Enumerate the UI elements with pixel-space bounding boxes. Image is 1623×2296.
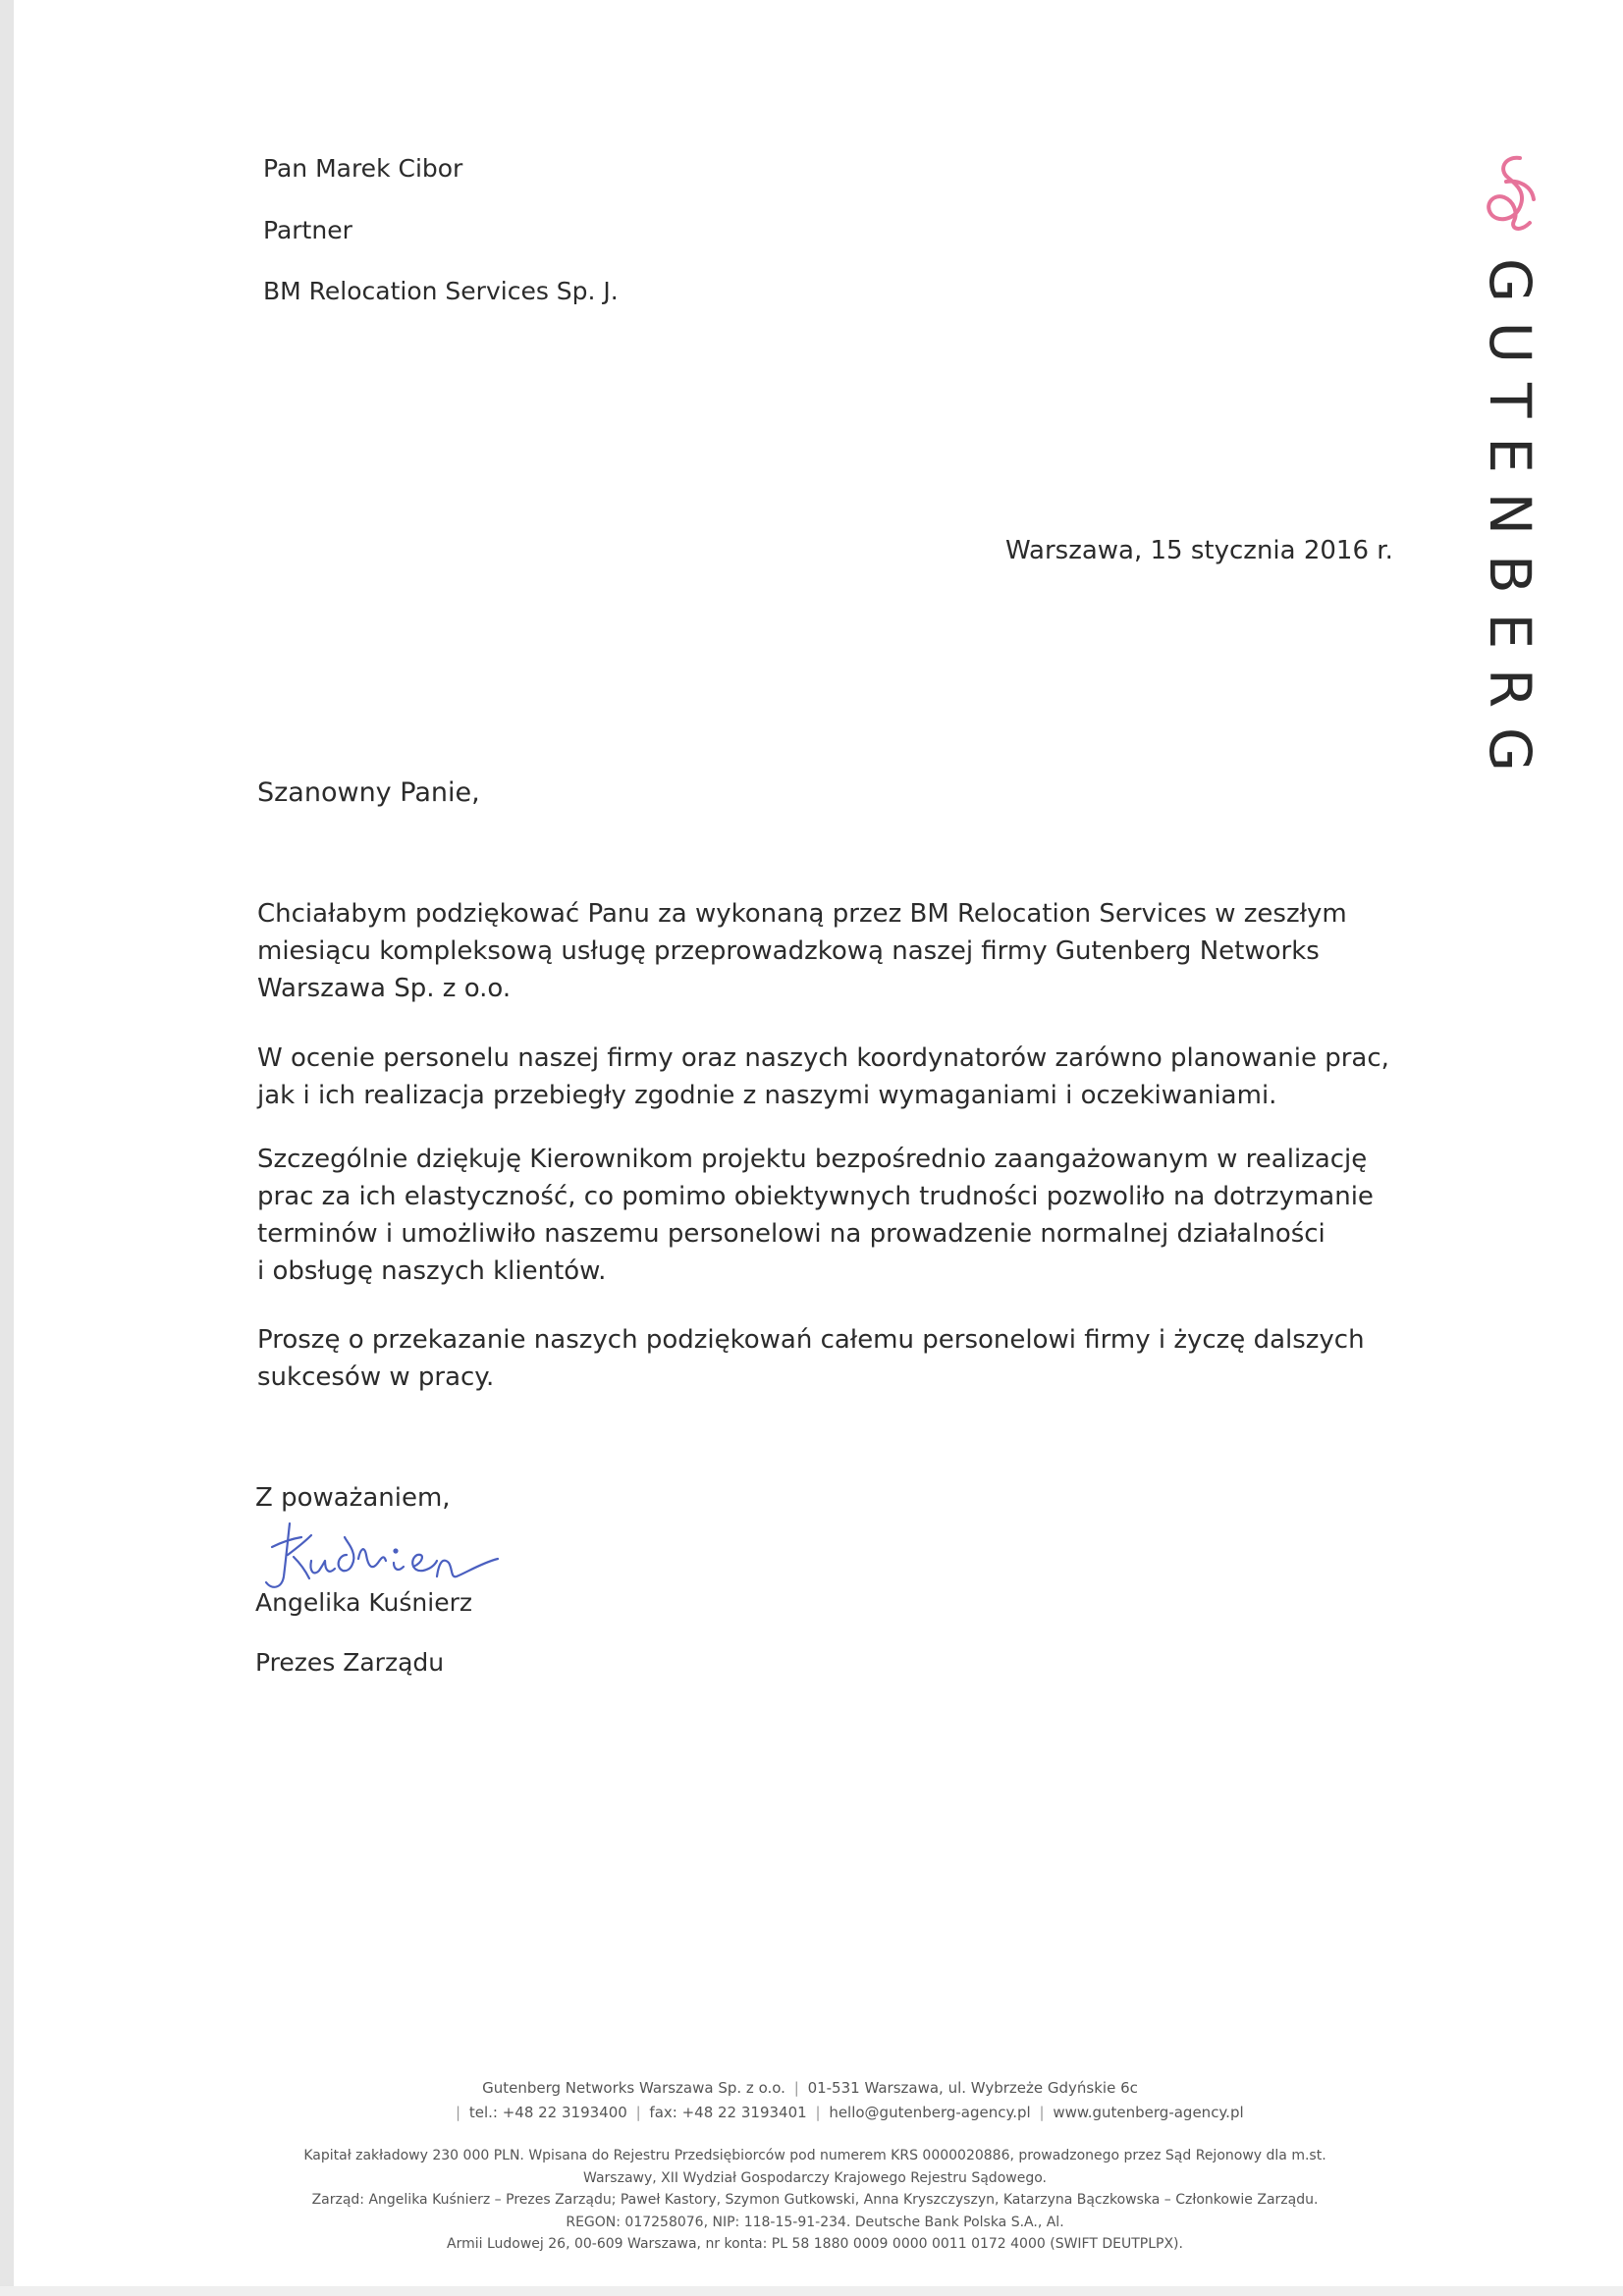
paragraph-line: jak i ich realizacja przebiegły zgodnie z naszymi wymaganiami i oczekiwaniami. [257, 1081, 1277, 1110]
paragraph-4 [257, 1321, 1367, 1396]
paragraph-line: Proszę o przekazanie naszych podziękowań całemu personelowi firmy i życzę dalszych [257, 1325, 1365, 1355]
paragraph-line: Chciałabym podziękować Panu za wykonaną przez BM Relocation Services w zeszłym [257, 899, 1347, 929]
footer-email[interactable]: hello@gutenberg-agency.pl [829, 2104, 1031, 2121]
paragraph-line: W ocenie personelu naszej firmy oraz naszych koordynatorów zarówno planowanie prac, [257, 1043, 1389, 1073]
footer-separator: | [456, 2104, 461, 2121]
footer-separator: | [635, 2104, 641, 2121]
closing: Z poważaniem, [255, 1483, 451, 1513]
ampersand-mark-icon [1475, 152, 1543, 237]
footer-line-2 [452, 2101, 1244, 2125]
paragraph-line: sukcesów w pracy. [257, 1362, 495, 1392]
letter-date: Warszawa, 15 stycznia 2016 r. [1005, 536, 1393, 565]
recipient-company: BM Relocation Services Sp. J. [263, 277, 619, 305]
recipient-position: Partner [263, 216, 352, 244]
footer-legal-line: REGON: 017258076, NIP: 118-15-91-234. Deutsche Bank Polska S.A., Al. [566, 2214, 1064, 2230]
salutation: Szanowny Panie, [257, 777, 480, 808]
paragraph-3 [257, 1141, 1374, 1290]
scan-bottom-edge [0, 2286, 1623, 2296]
logo-wordmark [1475, 258, 1553, 791]
footer-line-1 [452, 2076, 1168, 2101]
scan-left-edge [0, 0, 14, 2296]
footer-legal-line: Zarząd: Angelika Kuśnierz – Prezes Zarządu; Paweł Kastory, Szymon Gutkowski, Anna Kryszczyszyn, Katarzyna Bączkowska – Członkowie Zarządu. [311, 2192, 1319, 2208]
footer-legal-line: Armii Ludowej 26, 00-609 Warszawa, nr konta: PL 58 1880 0009 0000 0011 0172 4000 (SWIFT DEUTPLPX). [447, 2236, 1183, 2252]
footer-contact [452, 2076, 1244, 2125]
handwritten-signature [250, 1512, 545, 1600]
paragraph-line: miesiącu kompleksową usługę przeprowadzkową naszej firmy Gutenberg Networks [257, 936, 1320, 966]
recipient-name: Pan Marek Cibor [263, 154, 463, 183]
footer-separator: | [793, 2079, 799, 2097]
paragraph-line: Warszawa Sp. z o.o. [257, 974, 512, 1003]
logo-wordmark-text: GUTENBERG [1477, 258, 1543, 791]
paragraph-line: i obsługę naszych klientów. [257, 1256, 607, 1286]
footer-legal-line: Kapitał zakładowy 230 000 PLN. Wpisana do Rejestru Przedsiębiorców pod numerem KRS 0000020886, prowadzonego przez Sąd Rejonowy dla m.st. [303, 2148, 1326, 2163]
footer-tel: tel.: +48 22 3193400 [468, 2104, 627, 2121]
footer-legal [285, 2145, 1345, 2256]
paragraph-2 [257, 1040, 1389, 1114]
paragraph-1 [257, 895, 1367, 1007]
paragraph-line: prac za ich elastyczność, co pomimo obiektywnych trudności pozwoliło na dotrzymanie [257, 1182, 1374, 1211]
paragraph-line: terminów i umożliwiło naszemu personelowi na prowadzenie normalnej działalności [257, 1219, 1325, 1249]
signer-name: Angelika Kuśnierz [255, 1588, 472, 1617]
footer-address: 01-531 Warszawa, ul. Wybrzeże Gdyńskie 6c [807, 2079, 1138, 2097]
footer-separator: | [815, 2104, 821, 2121]
footer-legal-line: Warszawy, XII Wydział Gospodarczy Krajowego Rejestru Sądowego. [583, 2169, 1047, 2186]
footer-website[interactable]: www.gutenberg-agency.pl [1053, 2104, 1244, 2121]
footer-fax: fax: +48 22 3193401 [649, 2104, 807, 2121]
paragraph-line: Szczególnie dziękuję Kierownikom projektu bezpośrednio zaangażowanym w realizację [257, 1145, 1368, 1174]
footer-separator: | [1039, 2104, 1045, 2121]
gutenberg-logo [1475, 152, 1559, 791]
footer-company: Gutenberg Networks Warszawa Sp. z o.o. [482, 2079, 785, 2097]
signer-title: Prezes Zarządu [255, 1648, 445, 1677]
